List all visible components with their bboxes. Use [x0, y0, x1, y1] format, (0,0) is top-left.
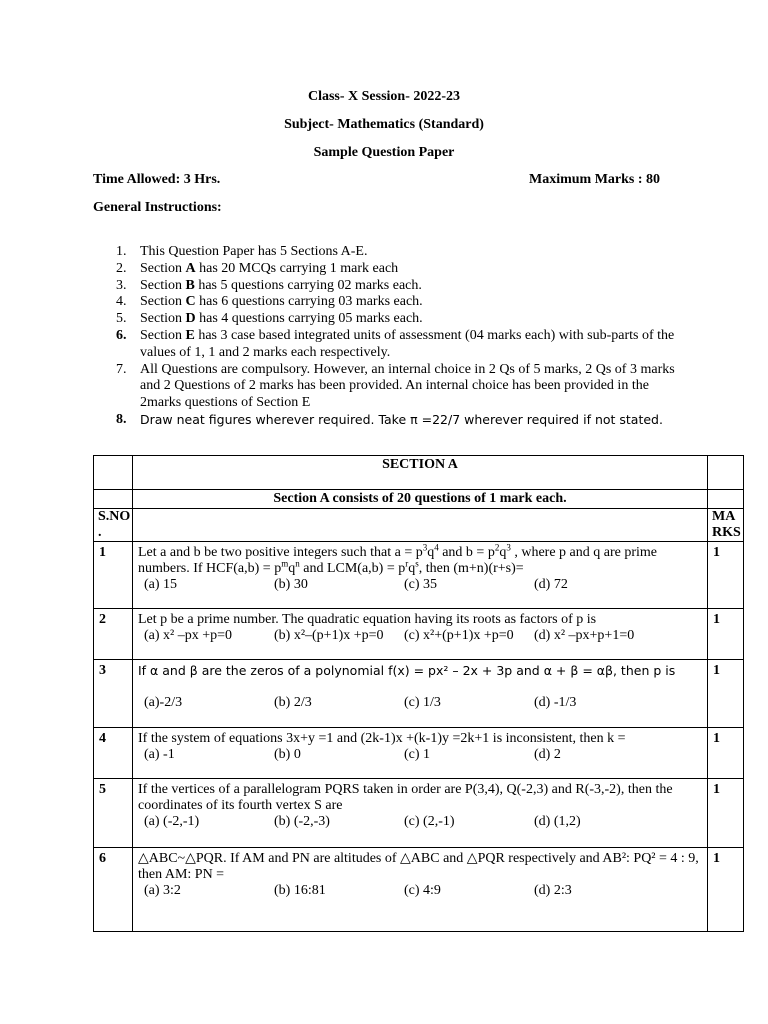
question-cell	[133, 660, 708, 728]
instruction-text: Section	[140, 327, 186, 343]
instruction-item	[116, 362, 676, 412]
column-header-row	[94, 509, 744, 542]
question-marks: 1	[708, 609, 744, 660]
instruction-text: Section	[140, 294, 186, 310]
section-letter: E	[185, 327, 195, 343]
option-c: (c) x²+(p+1)x +p=0	[404, 628, 514, 643]
question-row	[94, 779, 744, 848]
question-row	[94, 542, 744, 609]
instructions-list	[116, 244, 676, 430]
instruction-item	[116, 278, 676, 295]
question-row	[94, 848, 744, 932]
option-c: (c) 35	[404, 577, 438, 592]
instruction-text: This Question Paper has 5 Sections A-E.	[140, 244, 368, 259]
marks-header: MA RKS	[708, 509, 744, 542]
section-a-table	[93, 455, 744, 932]
class-session-heading: Class- X Session- 2022-23	[307, 89, 461, 104]
option-c: (c) 4:9	[404, 883, 441, 898]
option-b: (b) x²–(p+1)x +p=0	[274, 628, 384, 643]
instruction-item	[116, 328, 676, 362]
question-number: 1	[94, 542, 133, 609]
paper-type-heading: Sample Question Paper	[313, 145, 455, 160]
question-cell	[133, 848, 708, 932]
option-d: (d) 72	[534, 577, 568, 592]
instruction-number: 8.	[116, 411, 127, 427]
option-c: (c) (2,-1)	[404, 814, 455, 829]
question-number: 5	[94, 779, 133, 848]
options-row	[138, 814, 702, 830]
question-number: 2	[94, 609, 133, 660]
general-instructions-heading: General Instructions:	[93, 200, 222, 215]
question-text: Let p be a prime number. The quadratic equation having its roots as factors of p is	[138, 612, 597, 627]
question-row	[94, 609, 744, 660]
instruction-text: has 6 questions carrying 03 marks each.	[195, 294, 423, 310]
question-text: If the vertices of a parallelogram PQRS taken in order are P(3,4), Q(-2,3) and R(-3,-2), then the coordinates of its fourth vertex S are	[138, 782, 673, 813]
instruction-number: 5.	[116, 311, 127, 327]
question-number: 4	[94, 728, 133, 779]
instruction-item	[116, 244, 676, 261]
instruction-text: Section	[140, 260, 186, 276]
question-cell	[133, 728, 708, 779]
instruction-text: Section	[140, 311, 186, 327]
option-c: (c) 1/3	[404, 695, 441, 710]
question-marks: 1	[708, 848, 744, 932]
section-letter: C	[185, 294, 196, 310]
question-text: Let a and b be two positive integers such that $a = p^3q^4$ and $b = p^2q^3$ , where p and q are prime numbers. If $HCF(a,b) = p^mq^n$ and $LCM(a,b) = p^rq^s$, then (m+n)(r+s)=	[138, 542, 657, 576]
option-b: (b) 2/3	[274, 695, 312, 710]
option-d: (d) 2:3	[534, 883, 572, 898]
question-row	[94, 660, 744, 728]
instruction-text: has 5 questions carrying 02 marks each.	[194, 277, 422, 293]
option-b: (b) (-2,-3)	[274, 814, 330, 829]
question-text: △ABC~△PQR. If AM and PN are altitudes of △ABC and △PQR respectively and AB²: PQ² = 4 : 9, then AM: PN =	[138, 851, 699, 882]
time-allowed: Time Allowed: 3 Hrs.	[93, 172, 221, 187]
option-a: (a) -1	[144, 747, 175, 762]
option-a: (a) 15	[144, 577, 178, 592]
section-subtitle: Section A consists of 20 questions of 1 mark each.	[133, 490, 708, 509]
instruction-number: 6.	[116, 327, 127, 343]
question-row	[94, 728, 744, 779]
subject-heading: Subject- Mathematics (Standard)	[284, 117, 484, 132]
option-d: (d) 2	[534, 747, 561, 762]
option-c: (c) 1	[404, 747, 431, 762]
question-cell	[133, 779, 708, 848]
question-number: 6	[94, 848, 133, 932]
question-number: 3	[94, 660, 133, 728]
options-row	[138, 883, 702, 899]
instruction-text: has 4 questions carrying 05 marks each.	[195, 311, 423, 327]
question-text: If the system of equations 3x+y =1 and (2k-1)x +(k-1)y =2k+1 is inconsistent, then k =	[138, 731, 626, 746]
option-b: (b) 0	[274, 747, 301, 762]
option-b: (b) 30	[274, 577, 308, 592]
instruction-number: 1.	[116, 244, 127, 259]
option-a: (a) x² –px +p=0	[144, 628, 233, 643]
option-a: (a)-2/3	[144, 695, 183, 710]
options-row	[138, 747, 702, 763]
instruction-text: has 3 case based integrated units of assessment (04 marks each) with sub-parts of the values of 1, 1 and 2 marks each respectively.	[140, 327, 675, 360]
section-letter: B	[185, 277, 195, 293]
instruction-text: Draw neat figures wherever required. Take π =22/7 wherever required if not stated.	[140, 411, 663, 427]
option-a: (a) (-2,-1)	[144, 814, 200, 829]
option-a: (a) 3:2	[144, 883, 181, 898]
instruction-text: Section	[140, 277, 186, 293]
option-d: (d) x² –px+p+1=0	[534, 628, 635, 643]
instruction-number: 3.	[116, 277, 127, 293]
option-d: (d) -1/3	[534, 695, 577, 710]
instruction-number: 4.	[116, 294, 127, 310]
option-d: (d) (1,2)	[534, 814, 581, 829]
question-text: If α and β are the zeros of a polynomial f(x) = px² – 2x + 3p and α + β = αβ, then p is	[138, 663, 676, 678]
question-cell	[133, 609, 708, 660]
section-letter: D	[185, 311, 196, 327]
options-row	[138, 577, 702, 593]
instruction-text: All Questions are compulsory. However, an internal choice in 2 Qs of 5 marks, 2 Qs of 3 marks and 2 Questions of 2 marks has been provided. An internal choice has been provided in the 2marks questions of Section E	[140, 361, 675, 411]
option-b: (b) 16:81	[274, 883, 326, 898]
instruction-item	[116, 412, 676, 430]
sno-header: S.NO .	[94, 509, 133, 542]
instruction-number: 2.	[116, 260, 127, 276]
section-letter: A	[185, 260, 196, 276]
section-title: SECTION A	[133, 456, 708, 490]
instruction-item	[116, 261, 676, 278]
section-title-row	[94, 456, 744, 490]
question-cell	[133, 542, 708, 609]
instruction-item	[116, 311, 676, 328]
maximum-marks: Maximum Marks : 80	[529, 172, 661, 187]
options-row	[138, 695, 702, 711]
question-marks: 1	[708, 728, 744, 779]
section-subtitle-row	[94, 490, 744, 509]
options-row	[138, 628, 702, 644]
instruction-text: has 20 MCQs carrying 1 mark each	[195, 260, 399, 276]
question-marks: 1	[708, 542, 744, 609]
question-marks: 1	[708, 779, 744, 848]
instruction-number: 7.	[116, 361, 127, 377]
instruction-item	[116, 294, 676, 311]
question-marks: 1	[708, 660, 744, 728]
